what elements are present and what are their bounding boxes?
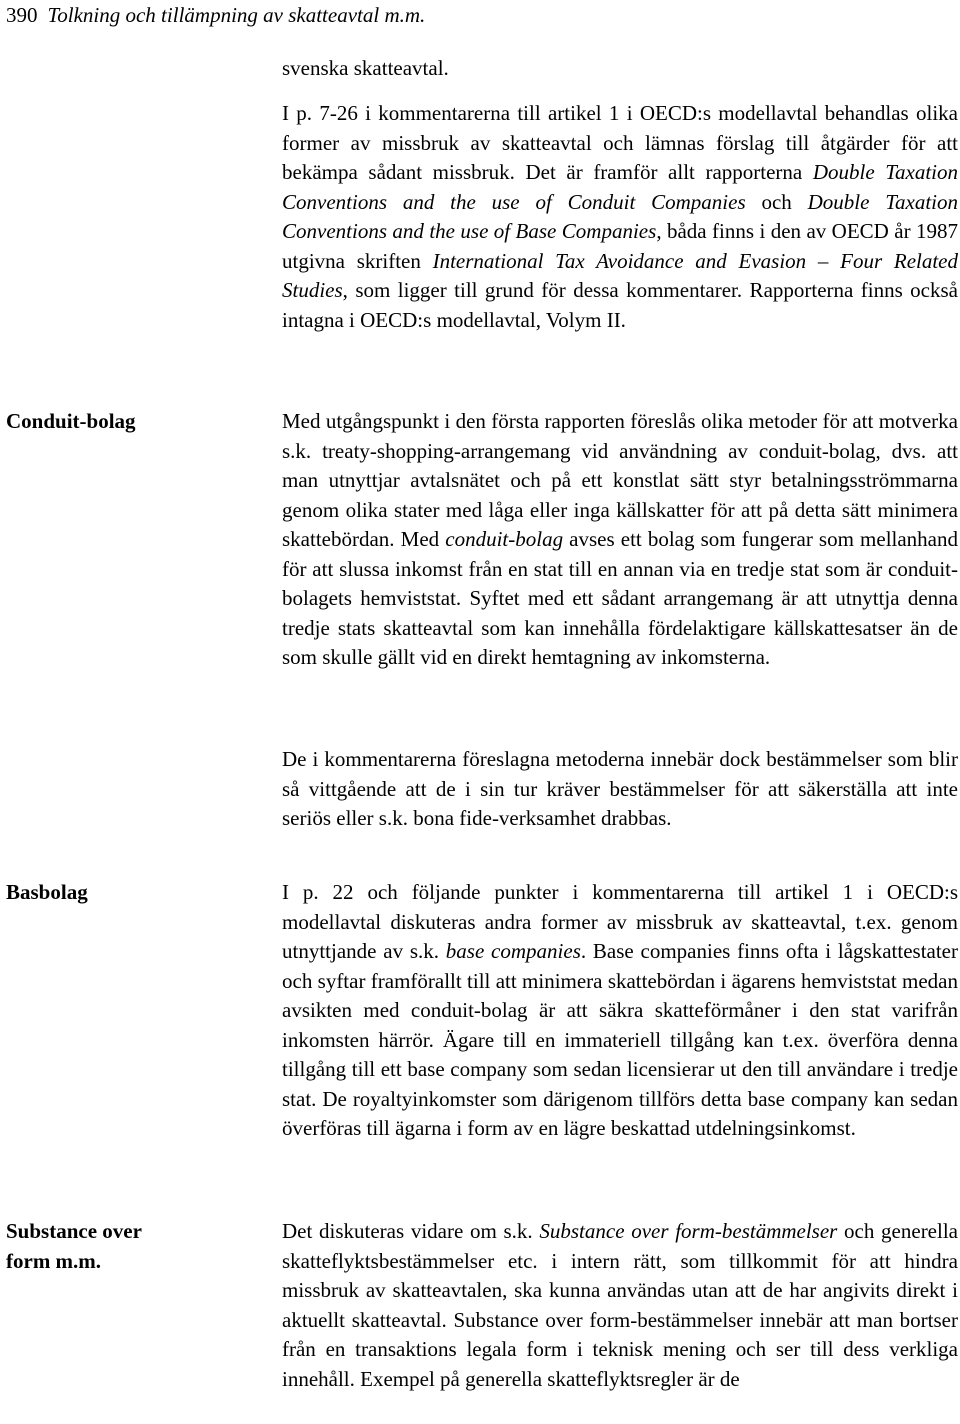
body-paragraph-5 [282, 1217, 958, 1394]
term-conduit-bolag: conduit-bolag [445, 527, 564, 551]
text-run: och [745, 189, 808, 214]
text-run: , båda finns i den av OECD år 1987 utgivna skriften [282, 219, 958, 273]
text-run: Med utgångspunkt i den första rapporten föreslås olika metoder för att motverka s.k. treaty-shopping-arrangemang vid användning av conduit-bolag, dvs. att man utnyttjar avtalsnätet och på ett konstlat sätt styr betalningsströmmarna genom olika stater med låga eller inga källskatter för att på detta sätt minimera skattebördan. Med [282, 409, 958, 551]
publication-title: International Tax Avoidance and Evasion – Four Related Studies [282, 248, 959, 302]
text-run: . Base companies finns ofta i lågskattestater och syftar framförallt till att minimera skattebördan i ägarens hemviststat medan avsikten med conduit-bolag är att säkra skatteförmåner i den stat varifrån inkomsten härrör. Ägare till en immateriell tillgång kan t.ex. överföra denna tillgång till ett base company som sedan licensierar ut den till användare i tredje stat. De royaltyinkomster som därigenom tillförs detta base company kan sedan överföras till ägarna i form av en lägre beskattad utdelningsinkomst. [282, 939, 958, 1140]
paragraph-text [282, 1217, 958, 1394]
margin-note-substance-line1: Substance over [6, 1219, 142, 1243]
body-paragraph-3 [282, 745, 958, 834]
text-run: , som ligger till grund för dessa kommentarer. Rapporterna finns också intagna i OECD:s modellavtal, Volym II. [282, 278, 958, 332]
margin-note-substance-line2: form m.m. [6, 1248, 102, 1273]
paragraph-text [282, 878, 958, 1144]
page-number: 390 [6, 3, 38, 27]
margin-note-basbolag: Basbolag [6, 880, 88, 904]
running-title: Tolkning och tillämpning av skatteavtal m.m. [47, 3, 426, 27]
text-run: Det diskuteras vidare om s.k. [282, 1219, 540, 1243]
body-paragraph-2 [282, 407, 958, 673]
text-run: I p. 7-26 i kommentarerna till artikel 1 i OECD:s modellavtal behandlas olika former av missbruk av skatteavtal och lämnas förslag till åtgärder för att bekämpa sådant missbruk. Det är framför allt rapporterna [282, 101, 958, 184]
report-title-conduit: Double Taxation Conventions and the use of Conduit Companies [282, 160, 959, 214]
running-header [6, 0, 425, 30]
text-run: och generella skatteflyktsbestämmelser etc. i intern rätt, som tillkommit för att hindra missbruk av skatteavtalen, ska kunna användas utan att de har angivits direkt i aktuellt skatteavtal. Substance over form-bestämmelser innebär att man bortser från en transaktions legala form i teknisk mening och ser till dess verkliga innehåll. Exempel på generella skatteflyktsregler är de [282, 1219, 958, 1391]
margin-note-conduit: Conduit-bolag [6, 409, 136, 433]
body-paragraph-0 [282, 54, 958, 84]
body-paragraph-1 [282, 99, 958, 335]
text-run: I p. 22 och följande punkter i kommentarerna till artikel 1 i OECD:s modellavtal diskuteras andra former av missbruk av skatteavtal, t.ex. genom utnyttjande av s.k. [282, 880, 958, 963]
paragraph-text: svenska skatteavtal. [282, 56, 449, 80]
term-base-companies: base companies [445, 939, 581, 963]
report-title-base: Double Taxation Conventions and the use of Base Companies [282, 189, 958, 243]
text-run: avses ett bolag som fungerar som mellanhand för att slussa inkomst från en stat till en annan via en tredje stat som är conduit-bolagets hemviststat. Syftet med ett sådant arrangemang är att utnyttja denna tredje stats skatteavtal som kan innehålla fördelaktigare källskattesatser än de som skulle gällt vid en direkt hemtagning av inkomsterna. [282, 527, 959, 669]
term-substance-over-form: Substance over form-bestämmelser [539, 1219, 838, 1243]
body-paragraph-4 [282, 878, 958, 1144]
paragraph-text [282, 407, 958, 673]
margin-note-substance [6, 1217, 236, 1276]
paragraph-text [282, 99, 958, 335]
paragraph-text: De i kommentarerna föreslagna metoderna innebär dock bestämmelser som blir så vittgående att de i sin tur kräver bestämmelser för att säkerställa att inte seriös eller s.k. bona fide-verksamhet drabbas. [282, 747, 958, 830]
